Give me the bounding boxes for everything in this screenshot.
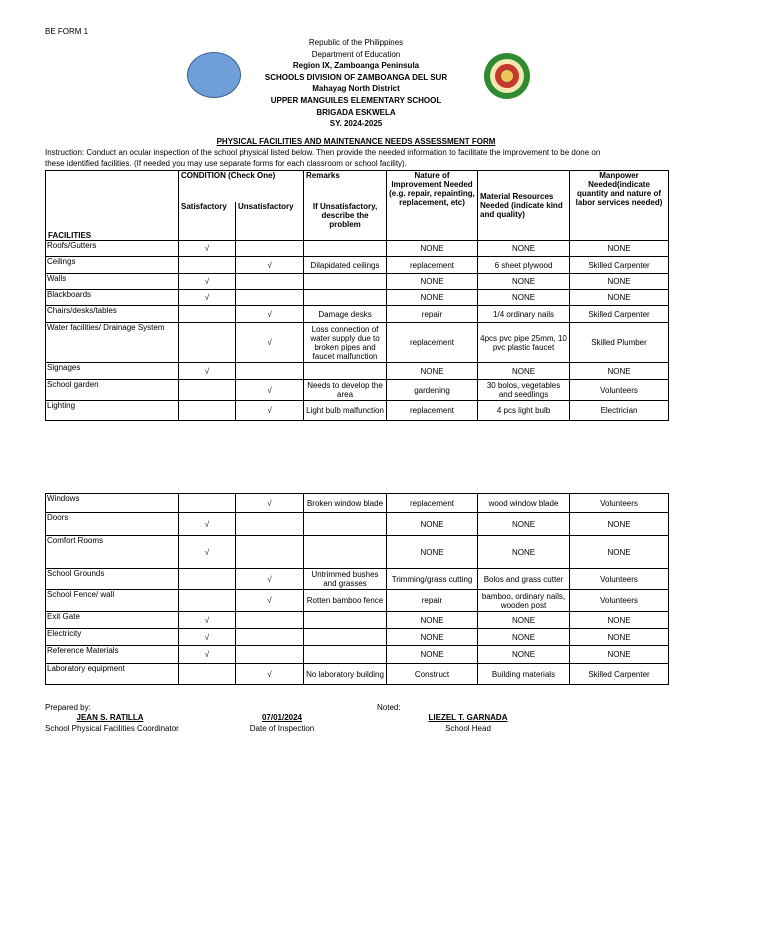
manpower-cell: NONE: [570, 241, 669, 257]
material-cell: NONE: [478, 629, 570, 646]
nature-cell: repair: [387, 306, 478, 323]
material-cell: NONE: [478, 241, 570, 257]
satisfactory-cell: [179, 257, 236, 274]
satisfactory-cell: √: [179, 629, 236, 646]
nature-cell: replacement: [387, 494, 478, 513]
unsatisfactory-cell: √: [236, 401, 304, 421]
material-cell: NONE: [478, 513, 570, 536]
material-cell: NONE: [478, 274, 570, 290]
unsatisfactory-cell: √: [236, 323, 304, 363]
material-cell: NONE: [478, 536, 570, 569]
table-row: [46, 646, 669, 664]
unsatisfactory-cell: [236, 363, 304, 380]
header-line: Republic of the Philippines: [308, 38, 404, 47]
unsatisfactory-cell: √: [236, 257, 304, 274]
manpower-cell: Skilled Carpenter: [570, 257, 669, 274]
prepared-name: JEAN S. RATILLA: [76, 713, 144, 722]
nature-cell: repair: [387, 590, 478, 612]
material-cell: NONE: [478, 612, 570, 629]
satisfactory-cell: [179, 569, 236, 590]
remarks-cell: Rotten bamboo fence: [304, 590, 387, 612]
material-cell: 6 sheet plywood: [478, 257, 570, 274]
table-1-body: [46, 241, 669, 421]
header-line: SY. 2024-2025: [329, 119, 383, 129]
manpower-cell: Volunteers: [570, 380, 669, 401]
manpower-cell: Volunteers: [570, 569, 669, 590]
unsatisfactory-cell: √: [236, 569, 304, 590]
nature-cell: NONE: [387, 241, 478, 257]
unsatisfactory-cell: [236, 629, 304, 646]
facility-cell: Chairs/desks/tables: [46, 306, 179, 323]
date-label: Date of Inspection: [249, 724, 315, 733]
facility-cell: Blackboards: [46, 290, 179, 306]
header-line: BRIGADA ESKWELA: [316, 107, 396, 117]
unsatisfactory-cell: [236, 241, 304, 257]
manpower-cell: Volunteers: [570, 590, 669, 612]
col-manpower: Manpower Needed(indicate quantity and nature of labor services needed): [570, 171, 669, 241]
satisfactory-cell: [179, 380, 236, 401]
table-row: [46, 629, 669, 646]
school-seal-icon: [482, 52, 532, 100]
satisfactory-cell: [179, 401, 236, 421]
manpower-cell: Skilled Carpenter: [570, 664, 669, 685]
remarks-cell: [304, 241, 387, 257]
document-header: [200, 37, 512, 130]
unsatisfactory-cell: [236, 536, 304, 569]
remarks-cell: Dilapidated ceilings: [304, 257, 387, 274]
nature-cell: NONE: [387, 536, 478, 569]
manpower-cell: Volunteers: [570, 494, 669, 513]
col-condition: CONDITION (Check One): [179, 171, 304, 202]
table-row: [46, 401, 669, 421]
remarks-cell: Untrimmed bushes and grasses: [304, 569, 387, 590]
table-row: [46, 536, 669, 569]
satisfactory-cell: [179, 664, 236, 685]
nature-cell: NONE: [387, 629, 478, 646]
table-row: [46, 290, 669, 306]
unsatisfactory-cell: [236, 290, 304, 306]
nature-cell: NONE: [387, 290, 478, 306]
manpower-cell: NONE: [570, 513, 669, 536]
unsatisfactory-cell: [236, 513, 304, 536]
header-line: Department of Education: [311, 49, 401, 59]
material-cell: NONE: [478, 646, 570, 664]
table-row: [46, 612, 669, 629]
manpower-cell: Electrician: [570, 401, 669, 421]
facility-cell: Exit Gate: [46, 612, 179, 629]
nature-cell: Construct: [387, 664, 478, 685]
manpower-cell: NONE: [570, 536, 669, 569]
manpower-cell: NONE: [570, 646, 669, 664]
nature-cell: NONE: [387, 363, 478, 380]
prepared-label: Prepared by:: [45, 703, 91, 712]
table-row: [46, 664, 669, 685]
instruction-text: Instruction: Conduct an ocular inspection of the school physical listed below. Then provide the needed information to facilitate the improvement to be done on these identified facilities. (If needed you may use separate forms for each classroom or school facility).: [45, 148, 601, 168]
satisfactory-cell: [179, 323, 236, 363]
satisfactory-cell: √: [179, 612, 236, 629]
table-row: [46, 257, 669, 274]
satisfactory-cell: √: [179, 363, 236, 380]
unsatisfactory-cell: [236, 274, 304, 290]
unsatisfactory-cell: √: [236, 306, 304, 323]
manpower-cell: NONE: [570, 363, 669, 380]
satisfactory-cell: √: [179, 241, 236, 257]
manpower-cell: NONE: [570, 612, 669, 629]
noted-role: School Head: [445, 724, 491, 733]
nature-cell: gardening: [387, 380, 478, 401]
facility-cell: Laboratory equipment: [46, 664, 179, 685]
unsatisfactory-cell: √: [236, 664, 304, 685]
unsatisfactory-cell: [236, 612, 304, 629]
assessment-table-2: [45, 493, 669, 685]
facility-cell: Windows: [46, 494, 179, 513]
manpower-cell: NONE: [570, 274, 669, 290]
facility-cell: School garden: [46, 380, 179, 401]
nature-cell: NONE: [387, 274, 478, 290]
remarks-cell: Loss connection of water supply due to broken pipes and faucet malfunction: [304, 323, 387, 363]
noted-name: LIEZEL T. GARNADA: [428, 713, 508, 722]
facility-cell: School Fence/ wall: [46, 590, 179, 612]
remarks-cell: [304, 629, 387, 646]
manpower-cell: Skilled Carpenter: [570, 306, 669, 323]
header-line: UPPER MANGUILES ELEMENTARY SCHOOL: [270, 95, 442, 105]
facility-cell: Lighting: [46, 401, 179, 421]
material-cell: bamboo, ordinary nails, wooden post: [478, 590, 570, 612]
facility-cell: Roofs/Gutters: [46, 241, 179, 257]
facility-cell: School Grounds: [46, 569, 179, 590]
form-label: BE FORM 1: [45, 27, 89, 36]
table-row: [46, 274, 669, 290]
unsatisfactory-cell: √: [236, 494, 304, 513]
table-2-body: [46, 494, 669, 685]
satisfactory-cell: √: [179, 646, 236, 664]
material-cell: Building materials: [478, 664, 570, 685]
material-cell: 1/4 ordinary nails: [478, 306, 570, 323]
material-cell: NONE: [478, 290, 570, 306]
remarks-cell: [304, 363, 387, 380]
col-remarks-sub: If Unsatisfactory, describe the problem: [304, 202, 387, 241]
remarks-cell: Broken window blade: [304, 494, 387, 513]
remarks-cell: Light bulb malfunction: [304, 401, 387, 421]
facility-cell: Signages: [46, 363, 179, 380]
satisfactory-cell: √: [179, 513, 236, 536]
satisfactory-cell: √: [179, 274, 236, 290]
table-row: [46, 569, 669, 590]
material-cell: 30 bolos, vegetables and seedlings: [478, 380, 570, 401]
remarks-cell: No laboratory building: [304, 664, 387, 685]
material-cell: NONE: [478, 363, 570, 380]
col-facilities: FACILITIES: [46, 171, 179, 241]
material-cell: 4pcs pvc pipe 25mm, 10 pvc plastic faucet: [478, 323, 570, 363]
facility-cell: Electricity: [46, 629, 179, 646]
remarks-cell: [304, 536, 387, 569]
table-row: [46, 241, 669, 257]
col-nature: Nature of Improvement Needed (e.g. repair, repainting, replacement, etc): [387, 171, 478, 241]
manpower-cell: NONE: [570, 290, 669, 306]
manpower-cell: Skilled Plumber: [570, 323, 669, 363]
satisfactory-cell: √: [179, 536, 236, 569]
table-row: [46, 306, 669, 323]
facility-cell: Water facilities/ Drainage System: [46, 323, 179, 363]
satisfactory-cell: [179, 590, 236, 612]
unsatisfactory-cell: √: [236, 590, 304, 612]
nature-cell: Trimming/grass cutting: [387, 569, 478, 590]
manpower-cell: NONE: [570, 629, 669, 646]
nature-cell: replacement: [387, 257, 478, 274]
remarks-cell: [304, 274, 387, 290]
facility-cell: Doors: [46, 513, 179, 536]
remarks-cell: Damage desks: [304, 306, 387, 323]
assessment-table-1: [45, 170, 669, 421]
remarks-cell: [304, 290, 387, 306]
facility-cell: Comfort Rooms: [46, 536, 179, 569]
col-material: Material Resources Needed (indicate kind and quality): [478, 171, 570, 241]
header-line: Region IX, Zamboanga Peninsula: [292, 61, 420, 71]
col-unsatisfactory: Unsatisfactory: [236, 202, 304, 241]
facility-cell: Reference Materials: [46, 646, 179, 664]
remarks-cell: [304, 513, 387, 536]
material-cell: wood window blade: [478, 494, 570, 513]
table-row: [46, 494, 669, 513]
remarks-cell: Needs to develop the area: [304, 380, 387, 401]
satisfactory-cell: [179, 306, 236, 323]
unsatisfactory-cell: √: [236, 380, 304, 401]
prepared-role: School Physical Facilities Coordinator: [45, 724, 179, 733]
nature-cell: replacement: [387, 323, 478, 363]
unsatisfactory-cell: [236, 646, 304, 664]
col-satisfactory: Satisfactory: [179, 202, 236, 241]
header-line: Mahayag North District: [312, 84, 400, 94]
facility-cell: Ceilings: [46, 257, 179, 274]
noted-label: Noted:: [377, 703, 401, 712]
table-row: [46, 590, 669, 612]
nature-cell: NONE: [387, 646, 478, 664]
form-title: PHYSICAL FACILITIES AND MAINTENANCE NEEDS ASSESSMENT FORM: [216, 137, 496, 146]
table-row: [46, 380, 669, 401]
remarks-cell: [304, 646, 387, 664]
remarks-cell: [304, 612, 387, 629]
inspection-date: 07/01/2024: [261, 713, 303, 722]
table-row: [46, 323, 669, 363]
satisfactory-cell: [179, 494, 236, 513]
table-row: [46, 513, 669, 536]
header-line: SCHOOLS DIVISION OF ZAMBOANGA DEL SUR: [264, 72, 448, 82]
facility-cell: Walls: [46, 274, 179, 290]
nature-cell: NONE: [387, 612, 478, 629]
satisfactory-cell: √: [179, 290, 236, 306]
table-row: [46, 363, 669, 380]
material-cell: Bolos and grass cutter: [478, 569, 570, 590]
nature-cell: replacement: [387, 401, 478, 421]
col-remarks: Remarks: [304, 171, 387, 202]
nature-cell: NONE: [387, 513, 478, 536]
material-cell: 4 pcs light bulb: [478, 401, 570, 421]
